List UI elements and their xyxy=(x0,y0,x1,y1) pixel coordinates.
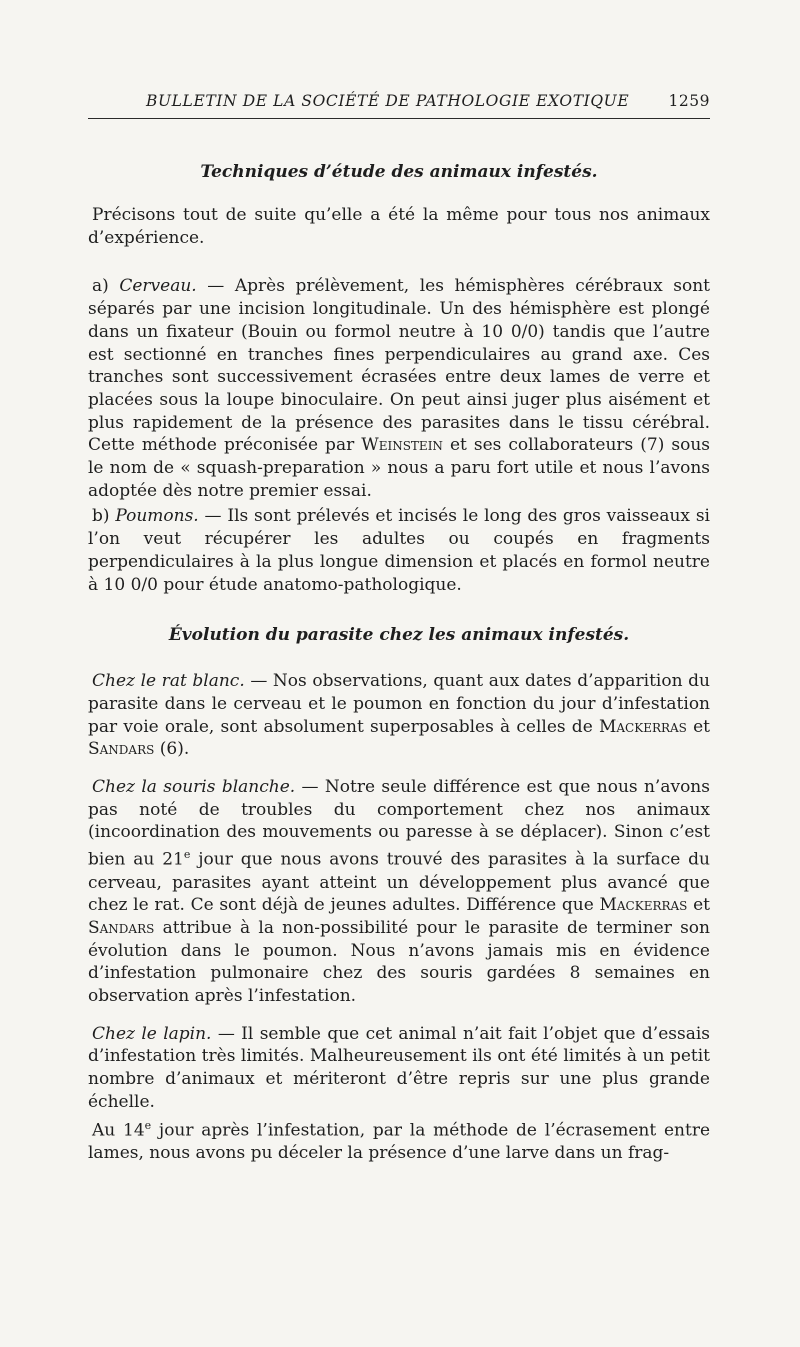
superscript: e xyxy=(144,1118,152,1132)
author-mackerras: Mackerras xyxy=(598,716,687,737)
author-mackerras: Mackerras xyxy=(599,895,688,916)
paragraph-final xyxy=(88,1115,710,1165)
superscript: e xyxy=(183,848,191,862)
paragraph-final-text-b: jour après l’infestation, par la méthode de l’écrasement entre lames, nous avons pu déceler la présence d’une larve dans un frag- xyxy=(88,1120,711,1163)
term-cerveau: Cerveau. xyxy=(119,276,197,297)
author-sandars: Sandars xyxy=(88,739,155,760)
paragraph-intro: Précisons tout de suite qu’elle a été la même pour tous nos animaux d’expérience. xyxy=(88,205,710,248)
paragraph-poumons-lead: b) xyxy=(92,506,116,527)
paragraph-final-text-a: Au 14 xyxy=(92,1120,145,1141)
conjunction: et xyxy=(686,716,711,737)
term-lapin: Chez le lapin. xyxy=(92,1023,212,1044)
term-souris: Chez la souris blanche. xyxy=(92,777,296,798)
page xyxy=(88,92,710,1165)
paragraph-cerveau-lead: a) xyxy=(92,276,120,297)
paragraph-poumons-text: — Ils sont prélevés et incisés le long des gros vaisseaux si l’on veut récupérer les adultes ou coupés en fragments perpendiculaires à la plus longue dimension et placés en formol neutre à 10 0/0 pour étude anatomo-pathologique. xyxy=(88,506,710,595)
paragraph-souris-text-c: attribue à la non-possibilité pour le parasite de terminer son évolution dans le poumon. Nous n’avons jamais mis en évidence d’infestation pulmonaire chez des souris gardées 8 semaines en observation après l’infestation. xyxy=(88,917,710,1007)
term-rat: Chez le rat blanc. xyxy=(92,671,245,692)
section-title-techniques: Techniques d’étude des animaux infestés. xyxy=(200,162,598,182)
paragraph-rat-text: — Nos observations, quant aux dates d’apparition du parasite dans le cerveau et le poumon en fonction du jour d’infestation par voie orale, sont absolument superposables à celles de xyxy=(88,671,710,737)
reference: (6). xyxy=(154,739,190,760)
paragraph-cerveau-text-a: — Après prélèvement, les hémisphères cérébraux sont séparés par une incision longitudinale. Un des hémisphère est plongé dans un fixateur (Bouin ou formol neutre à 10 0/0) tandis que l’autre est sectionné en tranches fines perpendiculaires au grand axe. Ces tranches sont successivement écrasées entre deux lames de verre et placées sous la loupe binoculaire. On peut ainsi juger plus aisément et plus rapidement de la présence des parasites dans le tissu cérébral. Cette méthode préconisée par xyxy=(88,276,710,456)
paragraph-souris-text-b: jour que nous avons trouvé des parasites à la surface du cerveau, parasites ayant atteint un développement plus avancé que chez le rat. Ce sont déjà de jeunes adultes. Différence que xyxy=(88,849,710,916)
section-title-evolution: Évolution du parasite chez les animaux infestés. xyxy=(168,625,630,646)
author-weinstein: Weinstein xyxy=(361,435,443,456)
journal-title: BULLETIN DE LA SOCIÉTÉ DE PATHOLOGIE EXOTIQUE xyxy=(146,92,630,110)
paragraph-lapin xyxy=(88,1023,710,1114)
paragraph-rat xyxy=(88,670,710,761)
running-header xyxy=(88,92,710,118)
paragraph-souris-text-a: — Notre seule différence est que nous n’avons pas noté de troubles du comportement chez nos animaux (incoordination des mouvements ou paresse à se déplacer). Sinon c’est bien au 21 xyxy=(88,777,710,870)
paragraph-cerveau xyxy=(88,275,710,502)
term-poumons: Poumons. xyxy=(115,506,199,527)
paragraph-poumons xyxy=(88,505,710,596)
header-rule xyxy=(88,118,710,119)
paragraph-lapin-text: — Il semble que cet animal n’ait fait l’objet que d’essais d’infestation très limités. Malheureusement ils ont été limités à un petit nombre d’animaux et mériteront d’être repris sur une plus grande échelle. xyxy=(88,1023,710,1112)
paragraph-cerveau-text-b: et ses collaborateurs (7) sous le nom de « squash-preparation » nous a paru fort utile et nous l’avons adoptée dès notre premier essai. xyxy=(88,435,711,501)
page-number: 1259 xyxy=(668,92,710,110)
author-sandars: Sandars xyxy=(88,917,155,938)
conjunction: et xyxy=(687,895,710,916)
paragraph-souris xyxy=(88,776,710,1008)
